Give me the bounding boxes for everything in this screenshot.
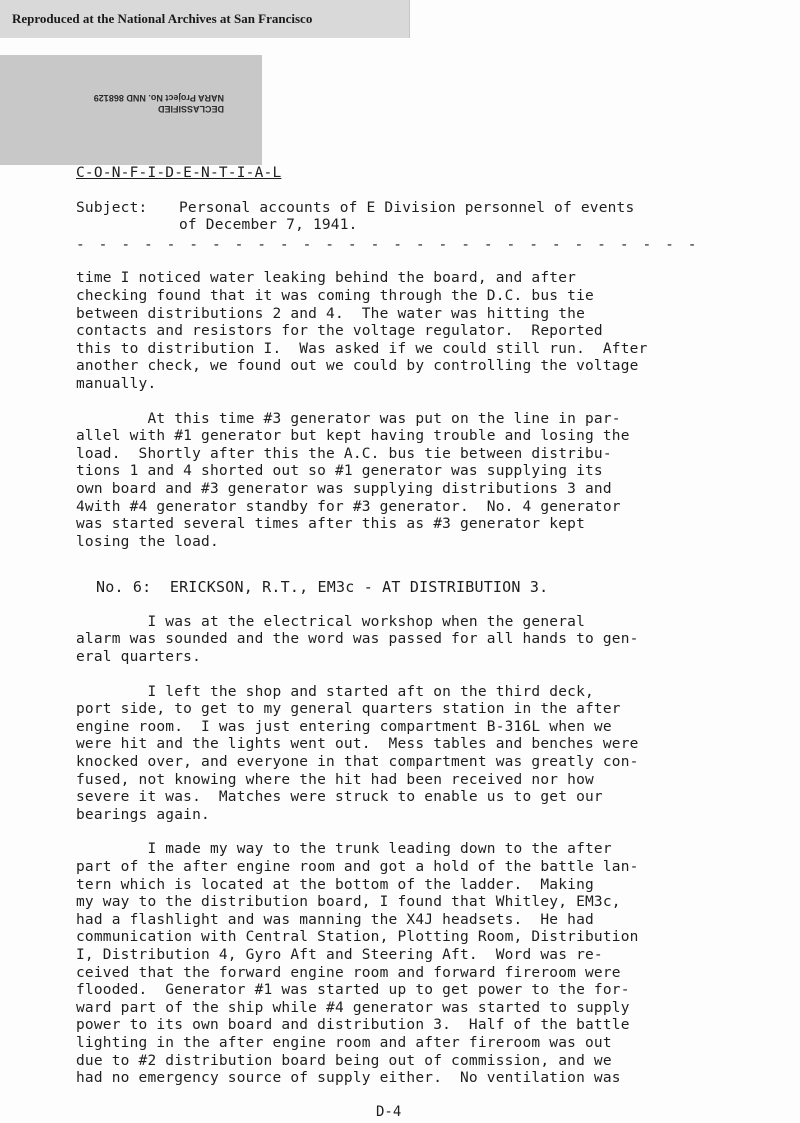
section-heading: No. 6: ERICKSON, R.T., EM3c - AT DISTRIBUTION 3. xyxy=(96,578,549,597)
nara-project-number: NARA Project No. NND 868129 xyxy=(93,93,224,103)
paragraph: I was at the electrical workshop when the general alarm was sounded and the word was passed for all hands to gen- eral quarters. xyxy=(76,613,639,666)
classification-marking: C-O-N-F-I-D-E-N-T-I-A-L xyxy=(76,165,282,181)
paragraph: At this time #3 generator was put on the line in par- allel with #1 generator but kept having trouble and losing the load. Shortly after this the A.C. bus tie between distribu- tions 1 and 4 shorted out so #1 generator was supplying its own board and #3 generator was supplying distributions 3 and 4with #4 generator standby for #3 generator. No. 4 generator was started several times after this as #3 generator kept losing the load. xyxy=(76,410,630,550)
divider-line: - - - - - - - - - - - - - - - - - - - - - - - - - - - - xyxy=(76,236,700,253)
paragraph: I made my way to the trunk leading down to the after part of the after engine room and got a hold of the battle lan- tern which is located at the bottom of the ladder. Making my way to the distribution board, I found that Whitley, EM3c, had a flashlight and was manning the X4J headsets. He had communication with Central Station, Plotting Room, Distribution I, Distribution 4, Gyro Aft and Steering Aft. Word was re- ceived that the forward engine room and forward fireroom were flooded. Generator #1 was started up to get power to the for- ward part of the ship while #4 generator was started to supply power to its own board and distribution 3. Half of the battle lighting in the after engine room and after fireroom was out due to #2 distribution board being out of commission, and we had no emergency source of supply either. No ventilation was xyxy=(76,841,639,1087)
subject-label: Subject: xyxy=(76,199,148,216)
subject-block xyxy=(76,200,746,235)
archive-banner xyxy=(0,0,410,38)
archive-banner-text: Reproduced at the National Archives at San Francisco xyxy=(12,11,313,26)
document-body xyxy=(76,165,746,1088)
paragraph: I left the shop and started aft on the third deck, port side, to get to my general quarters station in the after engine room. I was just entering compartment B-316L when we were hit and the lights went out. Mess tables and benches were knocked over, and everyone in that compartment was greatly con- fused, not knowing where the hit had been received nor how severe it was. Matches were struck to enable us to get our bearings again. xyxy=(76,683,639,823)
page-number: D-4 xyxy=(376,1104,402,1120)
declassified-label: DECLASSIFIED xyxy=(157,104,224,114)
subject-line-2: of December 7, 1941. xyxy=(179,217,358,234)
paragraph: time I noticed water leaking behind the board, and after checking found that it was coming through the D.C. bus tie between distributions 2 and 4. The water was hitting the contacts and resistors for the voltage regulator. Reported this to distribution I. Was asked if we could still run. After another check, we found out we could by controlling the voltage manually. xyxy=(76,270,648,392)
subject-text xyxy=(179,200,746,235)
declassification-stamp-text xyxy=(54,92,224,114)
subject-line-1: Personal accounts of E Division personnel of events xyxy=(179,199,635,216)
